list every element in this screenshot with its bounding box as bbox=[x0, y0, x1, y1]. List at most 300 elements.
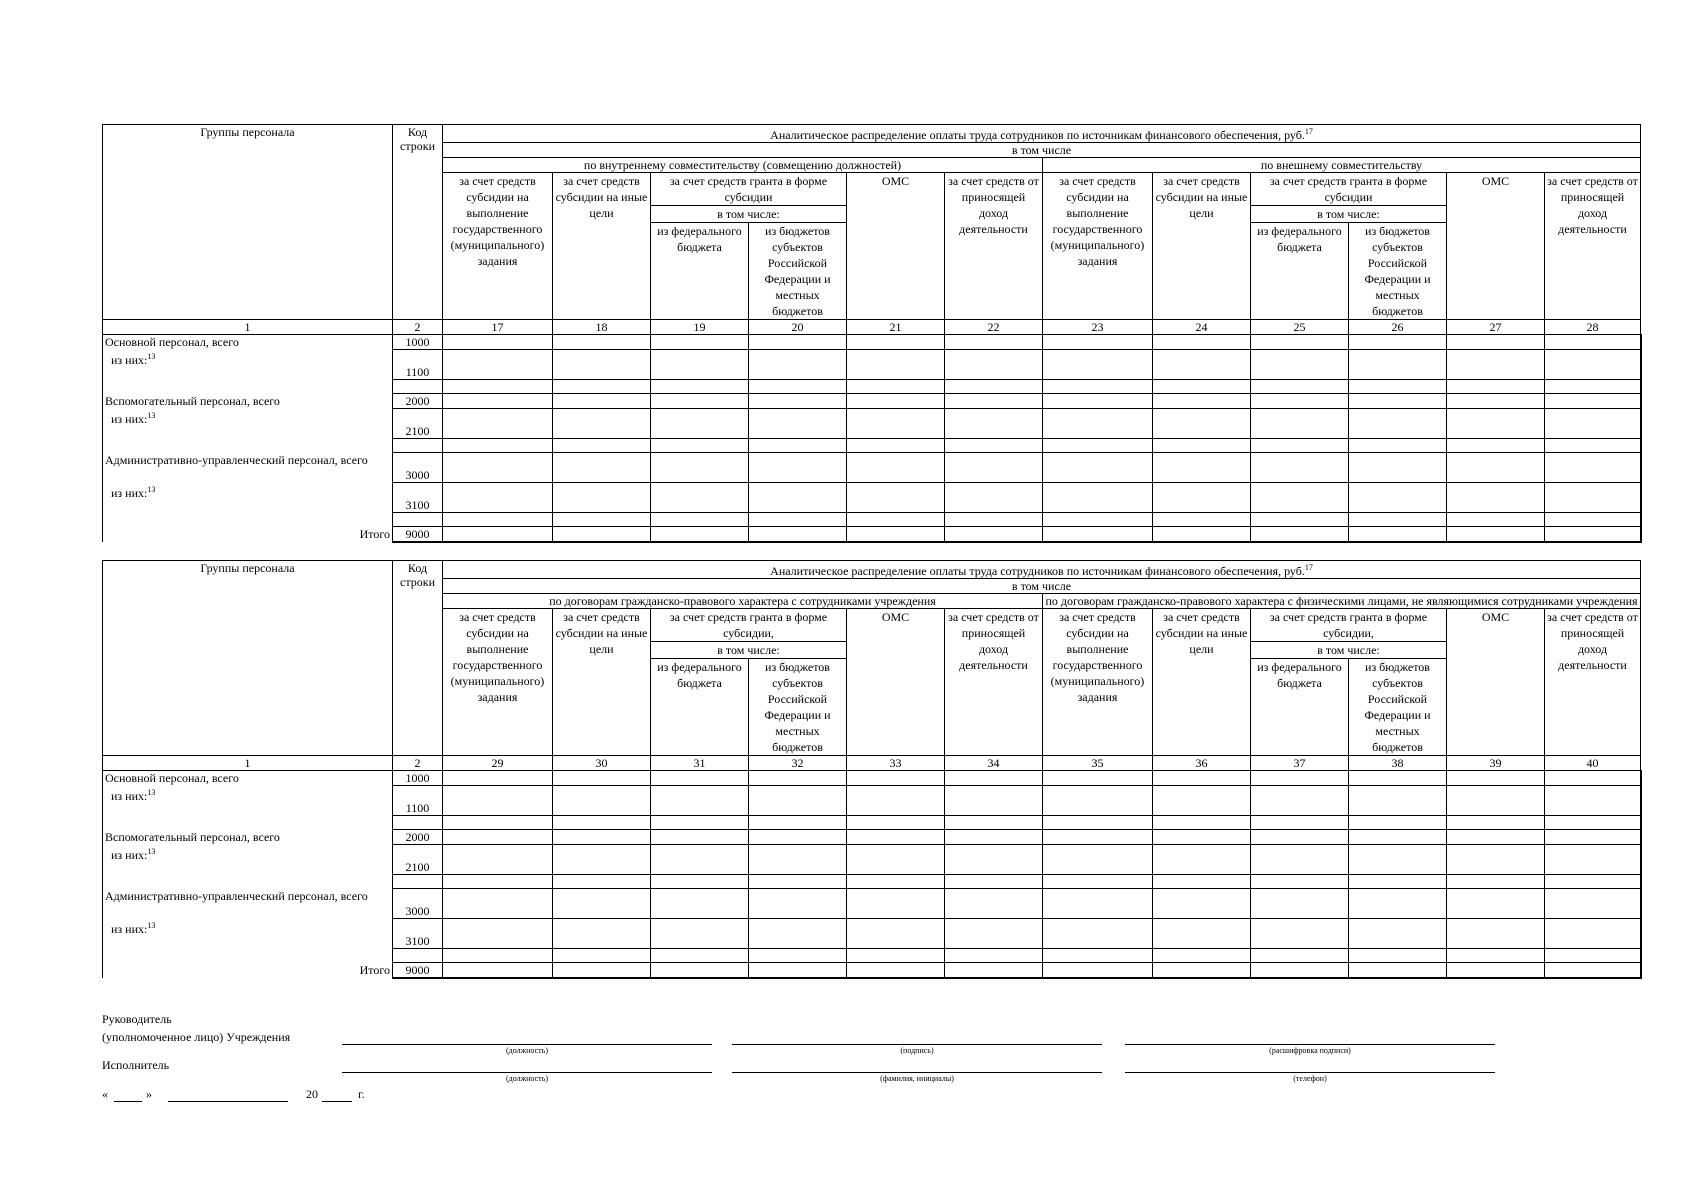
data-cell[interactable] bbox=[651, 527, 749, 543]
col-number: 26 bbox=[1349, 320, 1447, 335]
data-cell[interactable] bbox=[847, 816, 945, 830]
data-cell[interactable] bbox=[1251, 875, 1349, 889]
data-cell[interactable] bbox=[1447, 439, 1545, 453]
data-cell[interactable] bbox=[1349, 483, 1447, 513]
data-cell[interactable] bbox=[847, 350, 945, 380]
data-cell[interactable] bbox=[1251, 409, 1349, 439]
data-cell[interactable] bbox=[1251, 889, 1349, 919]
data-cell[interactable] bbox=[1349, 453, 1447, 483]
data-cell[interactable] bbox=[443, 830, 553, 845]
data-cell[interactable] bbox=[1153, 845, 1251, 875]
data-cell[interactable] bbox=[1043, 409, 1153, 439]
data-cell[interactable] bbox=[1043, 830, 1153, 845]
data-cell[interactable] bbox=[1153, 350, 1251, 380]
row-label: Вспомогательный персонал, всего bbox=[103, 394, 393, 409]
data-cell[interactable] bbox=[1447, 527, 1545, 543]
data-cell[interactable] bbox=[1251, 527, 1349, 543]
position-caption: (должность) bbox=[506, 1046, 548, 1055]
data-cell[interactable] bbox=[553, 889, 651, 919]
data-cell[interactable] bbox=[651, 394, 749, 409]
data-cell[interactable] bbox=[1447, 513, 1545, 527]
data-cell[interactable] bbox=[1251, 786, 1349, 816]
data-cell[interactable] bbox=[553, 483, 651, 513]
col-number: 40 bbox=[1545, 756, 1641, 771]
data-cell[interactable] bbox=[1043, 919, 1153, 949]
data-cell[interactable] bbox=[847, 409, 945, 439]
data-cell[interactable] bbox=[945, 786, 1043, 816]
data-cell[interactable] bbox=[1251, 335, 1349, 350]
data-cell[interactable] bbox=[1043, 439, 1153, 453]
data-cell[interactable] bbox=[651, 335, 749, 350]
row-code: 9000 bbox=[393, 963, 443, 979]
signature-caption: (подпись) bbox=[900, 1046, 934, 1055]
data-cell[interactable] bbox=[1545, 771, 1641, 786]
data-cell[interactable] bbox=[443, 786, 553, 816]
data-cell[interactable] bbox=[945, 439, 1043, 453]
data-cell[interactable] bbox=[847, 527, 945, 543]
data-cell[interactable] bbox=[1153, 483, 1251, 513]
data-cell[interactable] bbox=[945, 816, 1043, 830]
data-cell[interactable] bbox=[1251, 845, 1349, 875]
data-cell[interactable] bbox=[1043, 453, 1153, 483]
col-number: 33 bbox=[847, 756, 945, 771]
data-cell[interactable] bbox=[553, 439, 651, 453]
data-cell[interactable] bbox=[553, 453, 651, 483]
data-cell[interactable] bbox=[1043, 963, 1153, 979]
fio-line[interactable] bbox=[732, 1072, 1102, 1073]
data-cell[interactable] bbox=[443, 875, 553, 889]
data-cell[interactable] bbox=[847, 949, 945, 963]
data-cell[interactable] bbox=[749, 439, 847, 453]
data-cell[interactable] bbox=[1251, 350, 1349, 380]
data-cell[interactable] bbox=[1043, 845, 1153, 875]
data-cell[interactable] bbox=[847, 513, 945, 527]
data-cell[interactable] bbox=[443, 527, 553, 543]
row-label bbox=[103, 380, 393, 394]
data-cell[interactable] bbox=[443, 453, 553, 483]
row-code: 1000 bbox=[393, 335, 443, 350]
data-cell[interactable] bbox=[749, 845, 847, 875]
regional-header: из бюджетов субъектов Российской Федерации и местных бюджетов bbox=[749, 223, 847, 320]
data-cell[interactable] bbox=[1251, 453, 1349, 483]
data-cell[interactable] bbox=[1447, 875, 1545, 889]
data-cell[interactable] bbox=[651, 350, 749, 380]
date-day-line[interactable] bbox=[114, 1101, 142, 1102]
data-cell[interactable] bbox=[749, 875, 847, 889]
exec-position-caption: (должность) bbox=[506, 1074, 548, 1083]
subsidy-other-header: за счет средств субсидии на иные цели bbox=[553, 609, 651, 756]
data-cell[interactable] bbox=[553, 919, 651, 949]
data-cell[interactable] bbox=[1043, 875, 1153, 889]
data-cell[interactable] bbox=[553, 527, 651, 543]
data-cell[interactable] bbox=[651, 919, 749, 949]
data-cell[interactable] bbox=[847, 875, 945, 889]
data-cell[interactable] bbox=[1251, 830, 1349, 845]
data-cell[interactable] bbox=[651, 786, 749, 816]
row-label: из них:$^{13}$ bbox=[103, 786, 393, 816]
data-cell[interactable] bbox=[1153, 439, 1251, 453]
data-cell[interactable] bbox=[1447, 335, 1545, 350]
date-open: « bbox=[102, 1087, 108, 1101]
data-cell[interactable] bbox=[847, 483, 945, 513]
fio-caption: (фамилия, инициалы) bbox=[880, 1074, 954, 1083]
data-cell[interactable] bbox=[1545, 513, 1641, 527]
data-cell[interactable] bbox=[443, 845, 553, 875]
row-label bbox=[103, 439, 393, 453]
data-cell[interactable] bbox=[1153, 949, 1251, 963]
table-row bbox=[103, 380, 1641, 394]
row-label: из них:$^{13}$ bbox=[103, 350, 393, 380]
data-cell[interactable] bbox=[1043, 816, 1153, 830]
row-code: 1100 bbox=[393, 350, 443, 380]
data-cell[interactable] bbox=[1153, 527, 1251, 543]
data-cell[interactable] bbox=[749, 394, 847, 409]
data-cell[interactable] bbox=[1153, 889, 1251, 919]
table-row bbox=[103, 453, 1641, 483]
data-cell[interactable] bbox=[1349, 786, 1447, 816]
data-cell[interactable] bbox=[443, 513, 553, 527]
data-cell[interactable] bbox=[443, 816, 553, 830]
data-cell[interactable] bbox=[1545, 439, 1641, 453]
col-number: 19 bbox=[651, 320, 749, 335]
table-row bbox=[103, 889, 1641, 919]
data-cell[interactable] bbox=[1349, 527, 1447, 543]
data-cell[interactable] bbox=[651, 889, 749, 919]
data-cell[interactable] bbox=[553, 771, 651, 786]
data-cell[interactable] bbox=[1349, 889, 1447, 919]
row-label bbox=[103, 513, 393, 527]
table-title: Аналитическое распределение оплаты труда сотрудников по источникам финансового обеспечения, руб.$^{17}$ bbox=[443, 125, 1641, 143]
data-cell[interactable] bbox=[1545, 786, 1641, 816]
data-cell[interactable] bbox=[847, 889, 945, 919]
data-cell[interactable] bbox=[651, 409, 749, 439]
row-code: 1100 bbox=[393, 786, 443, 816]
data-cell[interactable] bbox=[1043, 786, 1153, 816]
data-cell[interactable] bbox=[1251, 394, 1349, 409]
data-cell[interactable] bbox=[749, 919, 847, 949]
data-cell[interactable] bbox=[847, 919, 945, 949]
data-cell[interactable] bbox=[1545, 394, 1641, 409]
data-cell[interactable] bbox=[1251, 816, 1349, 830]
data-cell[interactable] bbox=[1545, 350, 1641, 380]
data-cell[interactable] bbox=[1349, 380, 1447, 394]
data-cell[interactable] bbox=[749, 513, 847, 527]
data-cell[interactable] bbox=[1349, 439, 1447, 453]
data-cell[interactable] bbox=[1251, 483, 1349, 513]
data-cell[interactable] bbox=[847, 830, 945, 845]
data-cell[interactable] bbox=[847, 845, 945, 875]
data-cell[interactable] bbox=[1043, 350, 1153, 380]
data-cell[interactable] bbox=[1349, 816, 1447, 830]
in-total-header: в том числе bbox=[443, 143, 1641, 158]
data-cell[interactable] bbox=[1545, 919, 1641, 949]
data-cell[interactable] bbox=[1043, 380, 1153, 394]
data-cell[interactable] bbox=[1349, 875, 1447, 889]
group-header: Группы персонала bbox=[103, 561, 393, 756]
data-cell[interactable] bbox=[1043, 527, 1153, 543]
data-cell[interactable] bbox=[1043, 335, 1153, 350]
data-cell[interactable] bbox=[945, 350, 1043, 380]
data-cell[interactable] bbox=[749, 889, 847, 919]
table-1-body bbox=[103, 335, 1641, 543]
data-cell[interactable] bbox=[1447, 845, 1545, 875]
data-cell[interactable] bbox=[749, 830, 847, 845]
data-cell[interactable] bbox=[847, 786, 945, 816]
data-cell[interactable] bbox=[1447, 963, 1545, 979]
data-cell[interactable] bbox=[1349, 394, 1447, 409]
federal-header: из федерального бюджета bbox=[1251, 659, 1349, 756]
phone-line[interactable] bbox=[1125, 1072, 1495, 1073]
data-cell[interactable] bbox=[651, 771, 749, 786]
col-number: 28 bbox=[1545, 320, 1641, 335]
date-month-line[interactable] bbox=[168, 1101, 288, 1102]
data-cell[interactable] bbox=[945, 963, 1043, 979]
data-cell[interactable] bbox=[749, 483, 847, 513]
data-cell[interactable] bbox=[1043, 771, 1153, 786]
data-cell[interactable] bbox=[1153, 335, 1251, 350]
data-cell[interactable] bbox=[945, 453, 1043, 483]
data-cell[interactable] bbox=[1447, 394, 1545, 409]
data-cell[interactable] bbox=[1447, 483, 1545, 513]
data-cell[interactable] bbox=[553, 335, 651, 350]
data-cell[interactable] bbox=[1447, 453, 1545, 483]
data-cell[interactable] bbox=[651, 949, 749, 963]
data-cell[interactable] bbox=[1043, 483, 1153, 513]
data-cell[interactable] bbox=[553, 875, 651, 889]
data-cell[interactable] bbox=[749, 527, 847, 543]
row-code: 2100 bbox=[393, 409, 443, 439]
data-cell[interactable] bbox=[749, 816, 847, 830]
data-cell[interactable] bbox=[1447, 816, 1545, 830]
data-cell[interactable] bbox=[1545, 949, 1641, 963]
data-cell[interactable] bbox=[443, 919, 553, 949]
data-cell[interactable] bbox=[553, 845, 651, 875]
data-cell[interactable] bbox=[1153, 816, 1251, 830]
data-cell[interactable] bbox=[1545, 453, 1641, 483]
data-cell[interactable] bbox=[945, 889, 1043, 919]
decode-line[interactable] bbox=[1125, 1044, 1495, 1045]
data-cell[interactable] bbox=[1251, 771, 1349, 786]
data-cell[interactable] bbox=[1545, 335, 1641, 350]
federal-header: из федерального бюджета bbox=[651, 659, 749, 756]
data-cell[interactable] bbox=[1545, 527, 1641, 543]
data-cell[interactable] bbox=[553, 949, 651, 963]
data-cell[interactable] bbox=[945, 409, 1043, 439]
data-cell[interactable] bbox=[443, 889, 553, 919]
col-number: 35 bbox=[1043, 756, 1153, 771]
data-cell[interactable] bbox=[1447, 949, 1545, 963]
data-cell[interactable] bbox=[1545, 963, 1641, 979]
data-cell[interactable] bbox=[1153, 830, 1251, 845]
data-cell[interactable] bbox=[1251, 380, 1349, 394]
data-cell[interactable] bbox=[1349, 830, 1447, 845]
data-cell[interactable] bbox=[945, 394, 1043, 409]
data-cell[interactable] bbox=[443, 949, 553, 963]
data-cell[interactable] bbox=[1153, 513, 1251, 527]
data-cell[interactable] bbox=[749, 350, 847, 380]
data-cell[interactable] bbox=[1349, 350, 1447, 380]
data-cell[interactable] bbox=[1447, 350, 1545, 380]
data-cell[interactable] bbox=[1545, 483, 1641, 513]
data-cell[interactable] bbox=[1447, 786, 1545, 816]
data-cell[interactable] bbox=[749, 786, 847, 816]
data-cell[interactable] bbox=[651, 453, 749, 483]
row-code bbox=[393, 875, 443, 889]
data-cell[interactable] bbox=[651, 845, 749, 875]
data-cell[interactable] bbox=[847, 380, 945, 394]
subsidy-other-header: за счет средств субсидии на иные цели bbox=[1153, 173, 1251, 320]
data-cell[interactable] bbox=[749, 963, 847, 979]
data-cell[interactable] bbox=[1043, 949, 1153, 963]
data-cell[interactable] bbox=[553, 786, 651, 816]
data-cell[interactable] bbox=[1447, 889, 1545, 919]
data-cell[interactable] bbox=[945, 830, 1043, 845]
data-cell[interactable] bbox=[1153, 394, 1251, 409]
data-cell[interactable] bbox=[749, 949, 847, 963]
data-cell[interactable] bbox=[1251, 513, 1349, 527]
data-cell[interactable] bbox=[1251, 919, 1349, 949]
row-label: Административно-управленческий персонал, всего bbox=[103, 889, 393, 919]
data-cell[interactable] bbox=[945, 527, 1043, 543]
data-cell[interactable] bbox=[1545, 380, 1641, 394]
data-cell[interactable] bbox=[945, 513, 1043, 527]
data-cell[interactable] bbox=[443, 394, 553, 409]
data-cell[interactable] bbox=[945, 919, 1043, 949]
data-cell[interactable] bbox=[1545, 816, 1641, 830]
date-close: » bbox=[146, 1087, 152, 1101]
data-cell[interactable] bbox=[553, 816, 651, 830]
data-cell[interactable] bbox=[651, 875, 749, 889]
data-cell[interactable] bbox=[749, 335, 847, 350]
data-cell[interactable] bbox=[1043, 889, 1153, 919]
data-cell[interactable] bbox=[945, 335, 1043, 350]
signature-line[interactable] bbox=[732, 1044, 1102, 1045]
row-code bbox=[393, 439, 443, 453]
data-cell[interactable] bbox=[1545, 875, 1641, 889]
col-number: 18 bbox=[553, 320, 651, 335]
data-cell[interactable] bbox=[1349, 949, 1447, 963]
exec-position-line[interactable] bbox=[342, 1072, 712, 1073]
row-code: 3100 bbox=[393, 919, 443, 949]
data-cell[interactable] bbox=[1349, 513, 1447, 527]
data-cell[interactable] bbox=[847, 394, 945, 409]
oms-header: ОМС bbox=[1447, 173, 1545, 320]
data-cell[interactable] bbox=[1447, 380, 1545, 394]
data-cell[interactable] bbox=[553, 830, 651, 845]
data-cell[interactable] bbox=[1349, 335, 1447, 350]
data-cell[interactable] bbox=[651, 380, 749, 394]
table-row bbox=[103, 816, 1641, 830]
data-cell[interactable] bbox=[1349, 963, 1447, 979]
data-cell[interactable] bbox=[1153, 453, 1251, 483]
data-cell[interactable] bbox=[443, 439, 553, 453]
data-cell[interactable] bbox=[443, 335, 553, 350]
data-cell[interactable] bbox=[1349, 845, 1447, 875]
data-cell[interactable] bbox=[1349, 409, 1447, 439]
data-cell[interactable] bbox=[1349, 771, 1447, 786]
data-cell[interactable] bbox=[651, 513, 749, 527]
data-cell[interactable] bbox=[1545, 409, 1641, 439]
data-cell[interactable] bbox=[553, 513, 651, 527]
data-cell[interactable] bbox=[847, 963, 945, 979]
data-cell[interactable] bbox=[1153, 409, 1251, 439]
data-cell[interactable] bbox=[553, 380, 651, 394]
data-cell[interactable] bbox=[749, 771, 847, 786]
data-cell[interactable] bbox=[945, 845, 1043, 875]
data-cell[interactable] bbox=[1447, 771, 1545, 786]
subsidy-other-header: за счет средств субсидии на иные цели bbox=[1153, 609, 1251, 756]
data-cell[interactable] bbox=[1153, 963, 1251, 979]
data-cell[interactable] bbox=[1447, 919, 1545, 949]
data-cell[interactable] bbox=[1043, 394, 1153, 409]
data-cell[interactable] bbox=[1043, 513, 1153, 527]
data-cell[interactable] bbox=[1251, 963, 1349, 979]
data-cell[interactable] bbox=[1447, 830, 1545, 845]
data-cell[interactable] bbox=[1251, 439, 1349, 453]
date-year-line[interactable] bbox=[322, 1101, 352, 1102]
data-cell[interactable] bbox=[1545, 845, 1641, 875]
data-cell[interactable] bbox=[553, 409, 651, 439]
data-cell[interactable] bbox=[553, 963, 651, 979]
data-cell[interactable] bbox=[443, 350, 553, 380]
data-cell[interactable] bbox=[749, 380, 847, 394]
data-cell[interactable] bbox=[443, 963, 553, 979]
data-cell[interactable] bbox=[1545, 830, 1641, 845]
federal-header: из федерального бюджета bbox=[1251, 223, 1349, 320]
table-row bbox=[103, 394, 1641, 409]
position-line[interactable] bbox=[342, 1044, 712, 1045]
data-cell[interactable] bbox=[651, 963, 749, 979]
data-cell[interactable] bbox=[651, 439, 749, 453]
col-number: 17 bbox=[443, 320, 553, 335]
data-cell[interactable] bbox=[443, 380, 553, 394]
data-cell[interactable] bbox=[1153, 786, 1251, 816]
data-cell[interactable] bbox=[1153, 919, 1251, 949]
data-cell[interactable] bbox=[749, 453, 847, 483]
data-cell[interactable] bbox=[945, 771, 1043, 786]
data-cell[interactable] bbox=[1153, 771, 1251, 786]
data-cell[interactable] bbox=[1153, 875, 1251, 889]
data-cell[interactable] bbox=[443, 483, 553, 513]
data-cell[interactable] bbox=[651, 816, 749, 830]
data-cell[interactable] bbox=[1349, 919, 1447, 949]
data-cell[interactable] bbox=[847, 771, 945, 786]
data-cell[interactable] bbox=[1545, 889, 1641, 919]
data-cell[interactable] bbox=[1447, 409, 1545, 439]
data-cell[interactable] bbox=[749, 409, 847, 439]
data-cell[interactable] bbox=[847, 439, 945, 453]
regional-header: из бюджетов субъектов Российской Федерации и местных бюджетов bbox=[1349, 223, 1447, 320]
data-cell[interactable] bbox=[945, 380, 1043, 394]
data-cell[interactable] bbox=[651, 483, 749, 513]
data-cell[interactable] bbox=[847, 453, 945, 483]
col-number: 2 bbox=[393, 756, 443, 771]
data-cell[interactable] bbox=[945, 483, 1043, 513]
data-cell[interactable] bbox=[651, 830, 749, 845]
income-header: за счет средств от приносящей доход деятельности bbox=[1545, 609, 1641, 756]
data-cell[interactable] bbox=[847, 335, 945, 350]
data-cell[interactable] bbox=[553, 350, 651, 380]
data-cell[interactable] bbox=[945, 875, 1043, 889]
data-cell[interactable] bbox=[945, 949, 1043, 963]
data-cell[interactable] bbox=[1251, 949, 1349, 963]
data-cell[interactable] bbox=[1153, 380, 1251, 394]
data-cell[interactable] bbox=[553, 394, 651, 409]
code-header: Код строки bbox=[393, 561, 443, 756]
data-cell[interactable] bbox=[443, 409, 553, 439]
data-cell[interactable] bbox=[443, 771, 553, 786]
right-group-header: по внешнему совместительству bbox=[1043, 158, 1641, 173]
